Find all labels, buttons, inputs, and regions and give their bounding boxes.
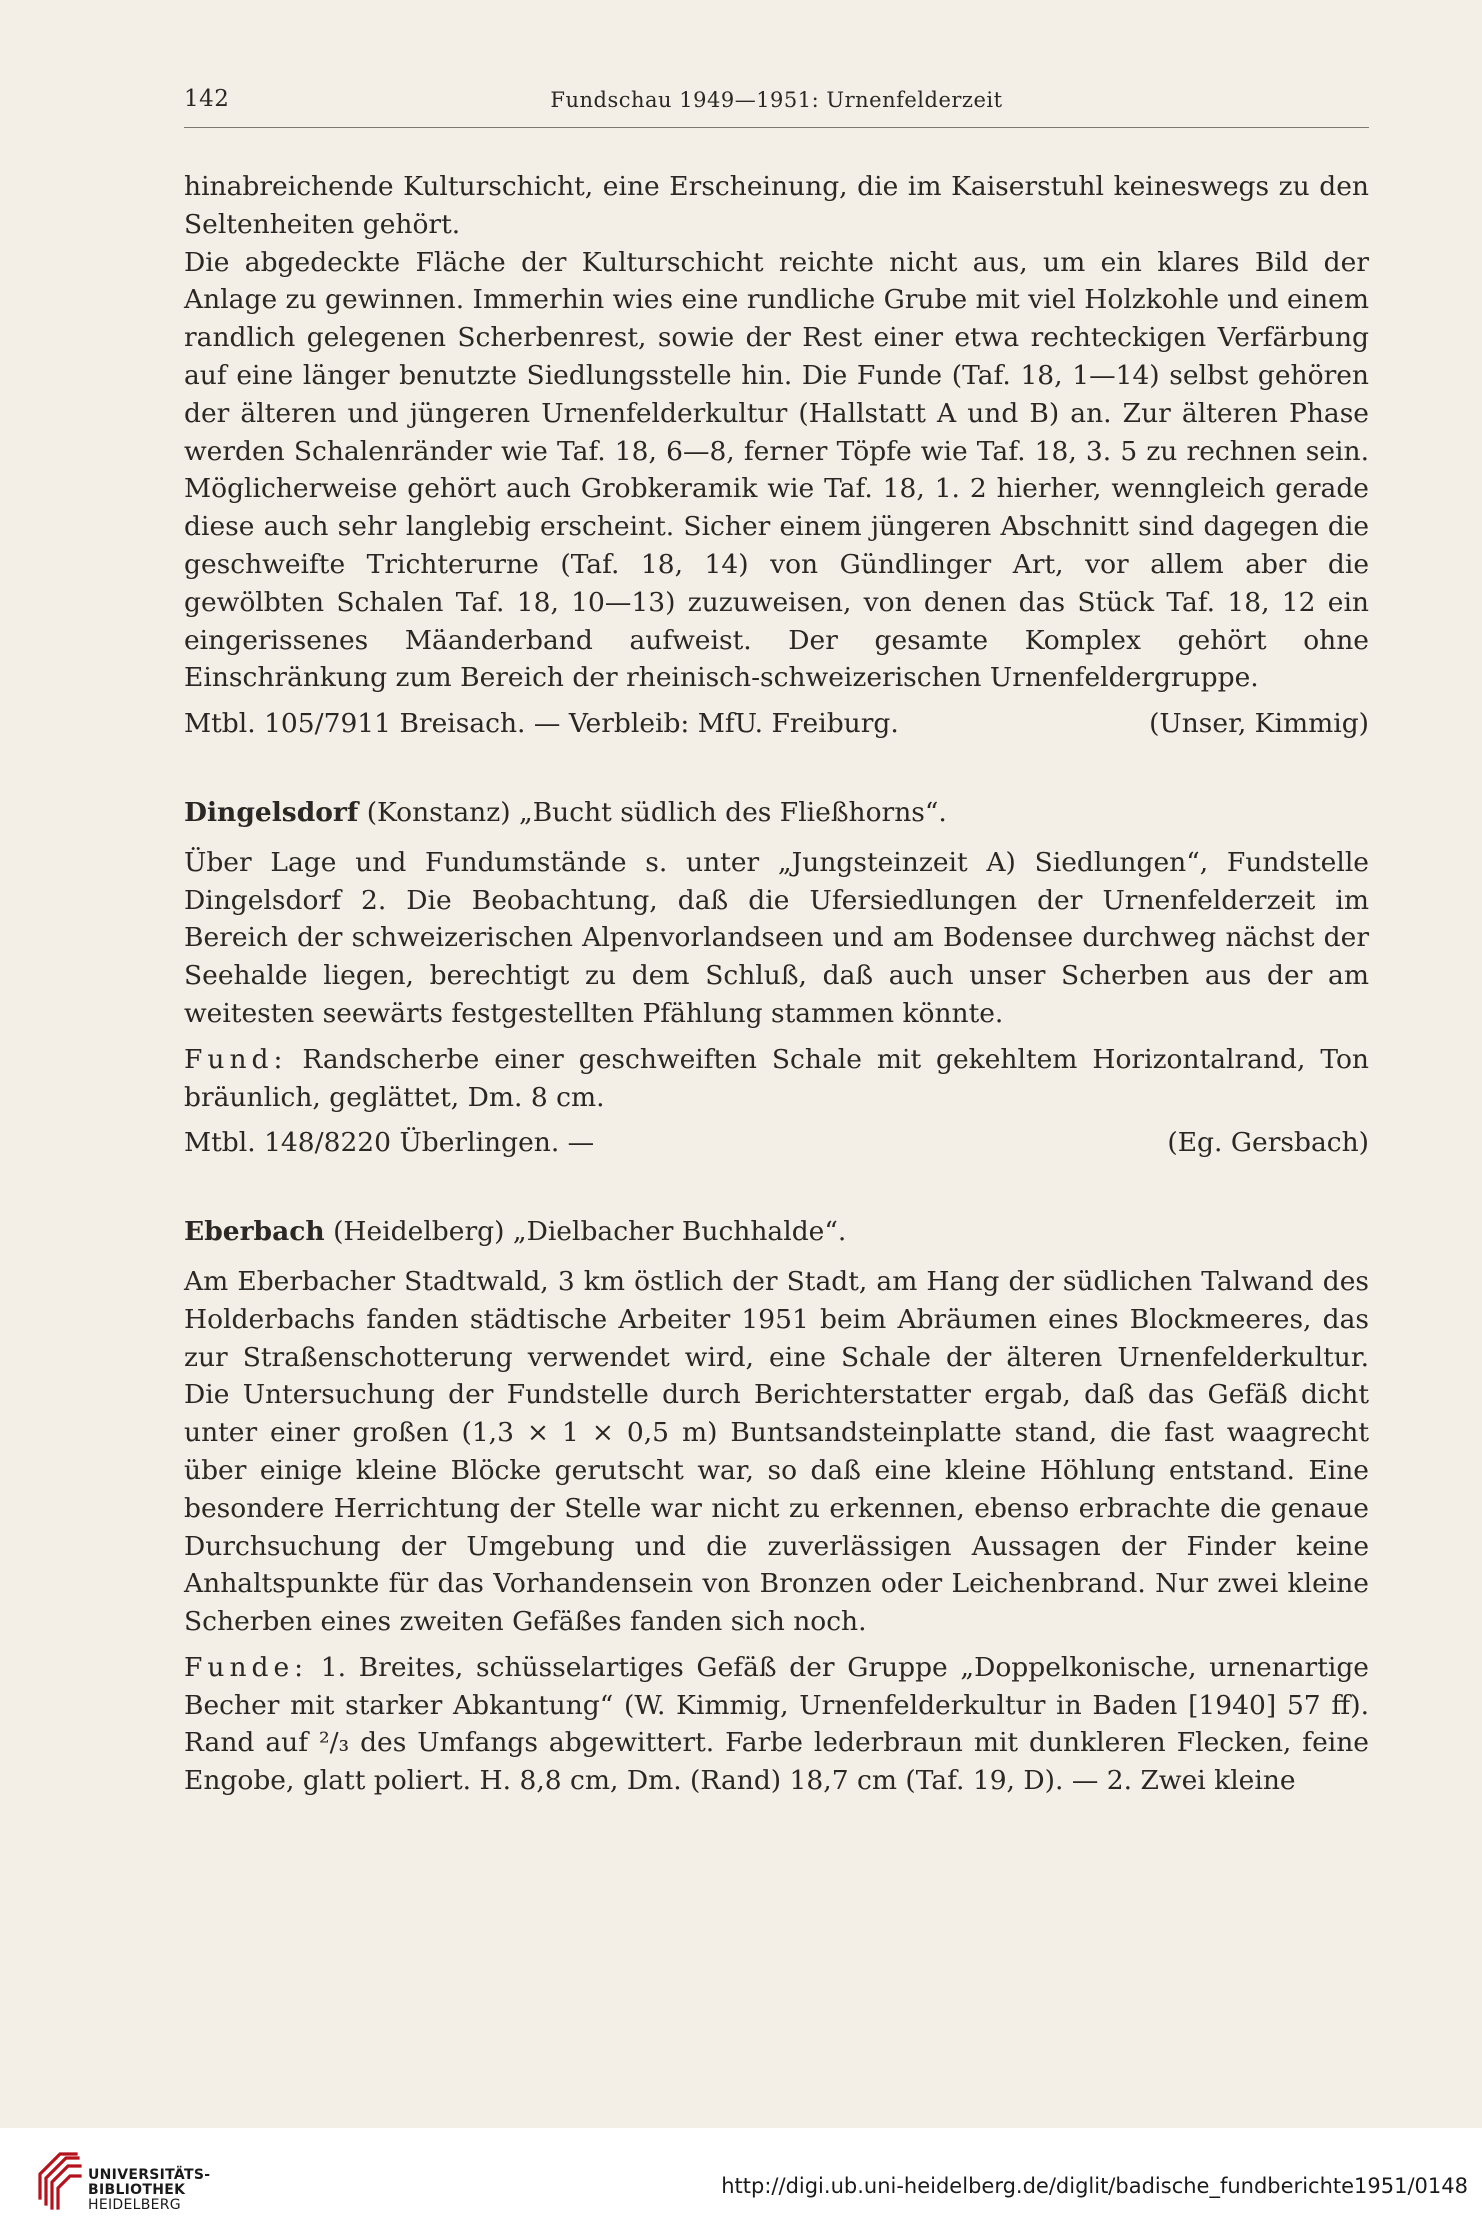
find-description xyxy=(184,1041,1369,1117)
library-name-line2: BIBLIOTHEK xyxy=(88,2182,186,2198)
site-name: Dingelsdorf xyxy=(184,796,359,828)
site-location: (Konstanz) „Bucht südlich des Fließhorns“. xyxy=(358,796,947,828)
entry-heading-eberbach xyxy=(184,1213,1369,1251)
library-name-line1: UNIVERSITÄTS- xyxy=(88,2167,211,2183)
source-line-ueberlingen xyxy=(184,1124,1369,1162)
body-text xyxy=(184,168,1369,1800)
page-number: 142 xyxy=(184,86,230,112)
find-label: Fund: xyxy=(184,1043,288,1075)
map-sheet-reference: Mtbl. 105/7911 Breisach. — Verbleib: MfU. Freiburg. xyxy=(184,708,899,740)
university-library-logo-icon xyxy=(36,2148,84,2214)
running-title: Fundschau 1949—1951: Urnenfelderzeit xyxy=(550,88,1003,112)
source-line-breisach xyxy=(184,705,1369,743)
finds-text: 1. Breites, schüsselartiges Gefäß der Gruppe „Doppelkonische, urnenartige Becher mit starker Abkantung“ (W. Kimmig, Urnenfelderkultur in Baden [1940] 57 ff). Rand auf ²/₃ des Umfangs abgewittert. Farbe lederbraun mit dunkleren Flecken, feine Engobe, glatt poliert. H. 8,8 cm, Dm. (Rand) 18,7 cm (Taf. 19, D). — 2. Zwei kleine xyxy=(184,1651,1369,1797)
map-sheet-reference: Mtbl. 148/8220 Überlingen. — xyxy=(184,1127,595,1159)
library-footer xyxy=(0,2128,1482,2236)
paragraph-kulturschicht: Die abgedeckte Fläche der Kulturschicht reichte nicht aus, um ein klares Bild der Anlage zu gewinnen. Immerhin wies eine rundliche Grube mit viel Holzkohle und einem randlich gelegenen Scherbenrest, sowie der Rest einer etwa rechteckigen Verfärbung auf eine länger benutzte Siedlungsstelle hin. Die Funde (Taf. 18, 1—14) selbst gehören der älteren und jüngeren Urnenfelderkultur (Hallstatt A und B) an. Zur älteren Phase werden Schalenränder wie Taf. 18, 6—8, ferner Töpfe wie Taf. 18, 3. 5 zu rechnen sein. Möglicherweise gehört auch Grobkeramik wie Taf. 18, 1. 2 hierher, wenngleich gerade diese auch sehr langlebig erscheint. Sicher einem jüngeren Abschnitt sind dagegen die geschweifte Trichterurne (Taf. 18, 14) von Gündlinger Art, vor allem aber die gewölbten Schalen Taf. 18, 10—13) zuzuweisen, von denen das Stück Taf. 18, 12 ein eingerissenes Mäanderband aufweist. Der gesamte Komplex gehört ohne Einschränkung zum Bereich der rheinisch-schweizerischen Urnenfeldergruppe. xyxy=(184,246,1369,694)
digital-copy-url[interactable]: http://digi.ub.uni-heidelberg.de/diglit/badische_fundberichte1951/0148 xyxy=(721,2174,1468,2198)
library-name xyxy=(88,2168,210,2213)
entry-heading-dingelsdorf xyxy=(184,794,1369,832)
author-credit: (Eg. Gersbach) xyxy=(1167,1127,1369,1159)
paragraph-eberbach: Am Eberbacher Stadtwald, 3 km östlich der Stadt, am Hang der südlichen Talwand des Holderbachs fanden städtische Arbeiter 1951 beim Abräumen eines Blockmeeres, das zur Straßenschotterung verwendet wird, eine Schale der älteren Urnenfelderkultur. Die Untersuchung der Fundstelle durch Berichterstatter ergab, daß das Gefäß dicht unter einer großen (1,3 × 1 × 0,5 m) Buntsandsteinplatte stand, die fast waagrecht über einige kleine Blöcke gerutscht war, so daß eine kleine Höhlung entstand. Eine besondere Herrichtung der Stelle war nicht zu erkennen, ebenso erbrachte die genaue Durchsuchung der Umgebung und die zuverlässigen Aussagen der Finder keine Anhaltspunkte für das Vorhandensein von Bronzen oder Leichenbrand. Nur zwei kleine Scherben eines zweiten Gefäßes fanden sich noch. xyxy=(184,1265,1369,1638)
header-rule xyxy=(184,127,1369,128)
library-name-line3: HEIDELBERG xyxy=(88,2197,181,2213)
site-name: Eberbach xyxy=(184,1216,325,1248)
paragraph-dingelsdorf: Über Lage und Fundumstände s. unter „Jungsteinzeit A) Siedlungen“, Fundstelle Dingelsdorf 2. Die Beobachtung, daß die Ufersiedlungen der Urnenfelderzeit im Bereich der schweizerischen Alpenvorlandseen und am Bodensee durchweg nächst der Seehalde liegen, berechtigt zu dem Schluß, daß auch unser Scherben aus der am weitesten seewärts festgestellten Pfählung stammen könnte. xyxy=(184,846,1369,1029)
author-credit: (Unser, Kimmig) xyxy=(1149,708,1369,740)
find-text: Randscherbe einer geschweiften Schale mit gekehltem Horizontalrand, Ton bräunlich, geglättet, Dm. 8 cm. xyxy=(184,1043,1369,1113)
running-head xyxy=(184,86,1369,120)
site-location: (Heidelberg) „Dielbacher Buchhalde“. xyxy=(324,1216,847,1248)
finds-description xyxy=(184,1649,1369,1800)
paragraph-continuation: hinabreichende Kulturschicht, eine Erscheinung, die im Kaiserstuhl keineswegs zu den Seltenheiten gehört. xyxy=(184,171,1369,240)
finds-label: Funde: xyxy=(184,1651,309,1683)
